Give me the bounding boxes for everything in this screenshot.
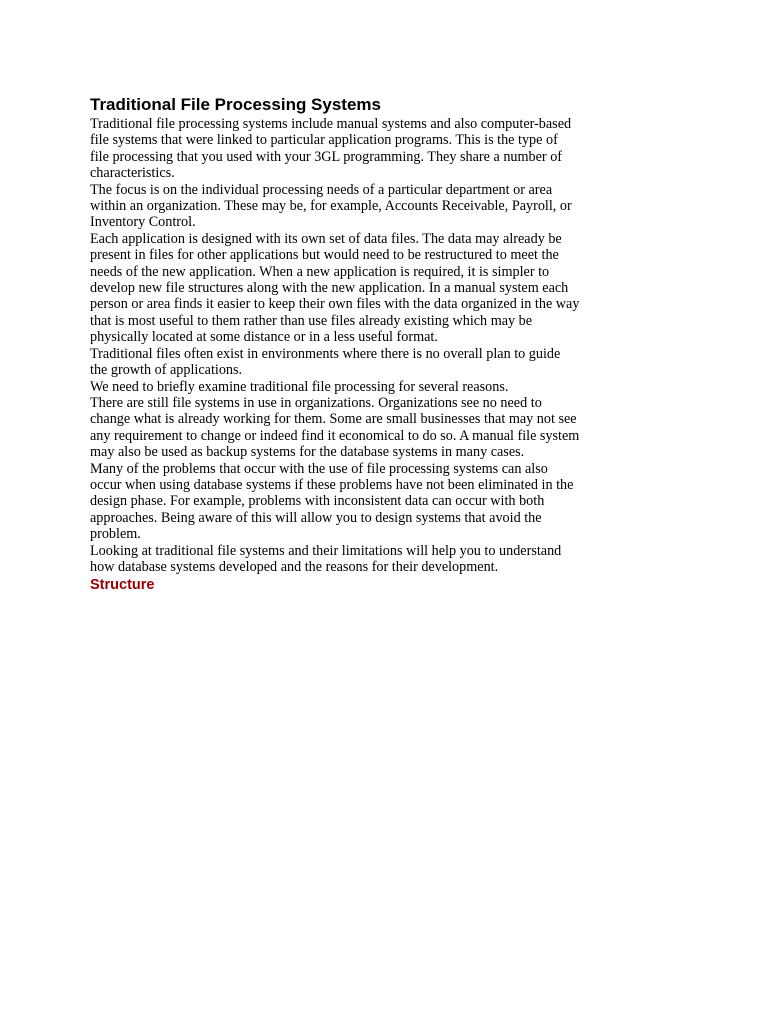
- page-title: Traditional File Processing Systems: [90, 95, 381, 114]
- paragraph-no-plan: Traditional files often exist in environments where there is no overall plan to guide the growth of applications.: [90, 345, 561, 379]
- paragraph-problems: Many of the problems that occur with the use of file processing systems can also occur when using database systems if these problems have not been eliminated in the design phase. For example, problems with inconsistent data can occur with both approaches. Being aware of this will allow you to design systems that avoid the problem.: [90, 460, 574, 543]
- paragraph-intro: Traditional file processing systems include manual systems and also computer-based file systems that were linked to particular application programs. This is the type of file processing that you used with your 3GL programming. They share a number of characteristics.: [90, 116, 572, 182]
- paragraph-reasons: We need to briefly examine traditional file processing for several reasons.: [90, 378, 509, 395]
- paragraph-still-in-use: There are still file systems in use in organizations. Organizations see no need to change what is already working for them. Some are small businesses that may not see any requirement to change or indeed find it economical to do so. A manual file system may also be used as backup systems for the database systems in many cases.: [90, 394, 580, 461]
- document-page: [90, 95, 580, 594]
- paragraph-data-files: Each application is designed with its own set of data files. The data may already be present in files for other applications but would need to be restructured to meet the needs of the new application. When a new application is required, it is simpler to develop new file structures along with the new application. In a manual system each person or area finds it easier to keep their own files with the data organized in the way that is most useful to them rather than use files already existing which may be physically located at some distance or in a less useful format.: [90, 230, 580, 346]
- paragraph-limitations: Looking at traditional file systems and their limitations will help you to understand how database systems developed and the reasons for their development.: [90, 542, 562, 575]
- paragraph-focus: The focus is on the individual processing needs of a particular department or area within an organization. These may be, for example, Accounts Receivable, Payroll, or Inventory Control.: [90, 181, 572, 231]
- section-heading-structure: Structure: [90, 577, 155, 594]
